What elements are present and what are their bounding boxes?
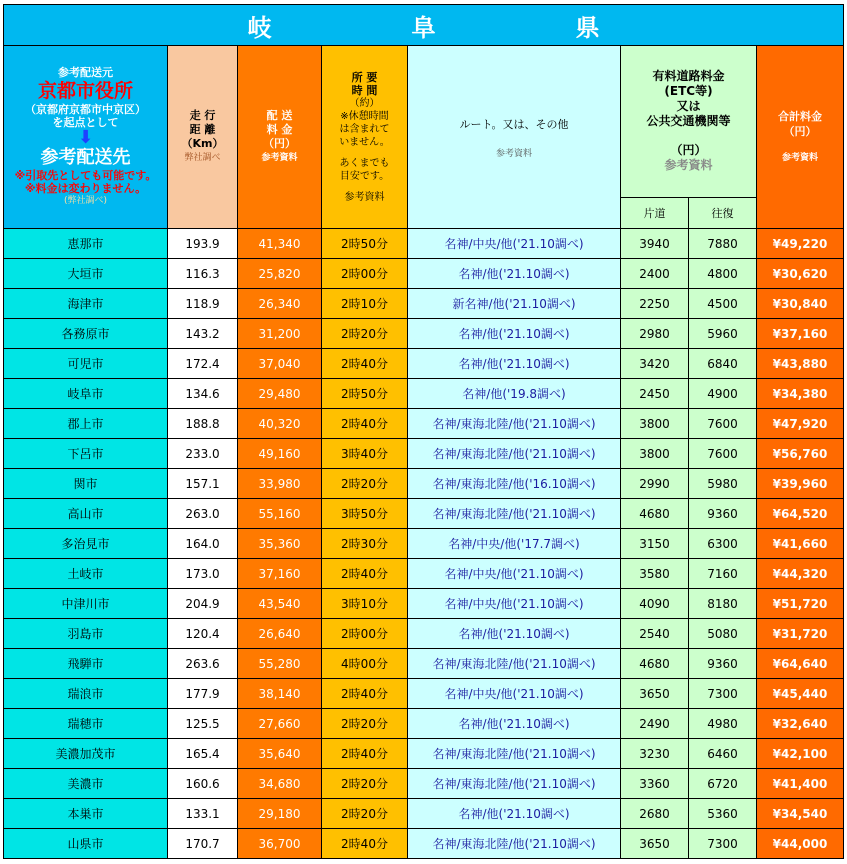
cell-city: 郡上市 [4, 409, 168, 439]
cell-route: 名神/他('21.10調べ) [408, 349, 621, 379]
cell-distance: 204.9 [168, 589, 238, 619]
oneway-header: 片道 [621, 197, 689, 228]
cell-city: 大垣市 [4, 259, 168, 289]
cell-total: ¥64,640 [757, 649, 844, 679]
origin-source: (弊社調べ) [63, 196, 108, 206]
cell-city: 土岐市 [4, 559, 168, 589]
cell-total: ¥30,840 [757, 289, 844, 319]
cell-oneway: 3800 [621, 409, 689, 439]
cell-fee: 26,640 [238, 619, 322, 649]
table-row [4, 769, 844, 799]
cell-distance: 233.0 [168, 439, 238, 469]
table-row [4, 319, 844, 349]
cell-time: 2時50分 [322, 229, 408, 259]
cell-distance: 170.7 [168, 829, 238, 859]
cell-route: 名神/東海北陸/他('21.10調べ) [408, 409, 621, 439]
origin-label: 参考配送元 [58, 66, 113, 79]
cell-total: ¥44,000 [757, 829, 844, 859]
toll-header [621, 46, 757, 198]
cell-route: 名神/他('21.10調べ) [408, 709, 621, 739]
cell-distance: 116.3 [168, 259, 238, 289]
cell-route: 名神/中央/他('17.7調べ) [408, 529, 621, 559]
cell-round: 5980 [689, 469, 757, 499]
cell-city: 飛騨市 [4, 649, 168, 679]
cell-distance: 177.9 [168, 679, 238, 709]
cell-city: 岐阜市 [4, 379, 168, 409]
cell-oneway: 2990 [621, 469, 689, 499]
cell-city: 山県市 [4, 829, 168, 859]
cell-oneway: 4680 [621, 499, 689, 529]
total-header-line: 合計料金 [778, 109, 822, 123]
cell-fee: 35,640 [238, 739, 322, 769]
note-price: ※料金は変わりません。 [24, 182, 147, 195]
table-row [4, 289, 844, 319]
cell-route: 名神/中央/他('21.10調べ) [408, 559, 621, 589]
cell-time: 3時10分 [322, 589, 408, 619]
cell-distance: 133.1 [168, 799, 238, 829]
cell-round: 6720 [689, 769, 757, 799]
cell-route: 名神/東海北陸/他('21.10調べ) [408, 829, 621, 859]
cell-total: ¥30,620 [757, 259, 844, 289]
cell-oneway: 3420 [621, 349, 689, 379]
cell-total: ¥64,520 [757, 499, 844, 529]
table-row [4, 559, 844, 589]
cell-route: 名神/中央/他('21.10調べ) [408, 679, 621, 709]
cell-time: 2時40分 [322, 829, 408, 859]
distance-header-line: （Km） [181, 137, 224, 150]
table-row [4, 499, 844, 529]
cell-fee: 27,660 [238, 709, 322, 739]
cell-oneway: 2540 [621, 619, 689, 649]
cell-round: 7160 [689, 559, 757, 589]
origin-city: 京都市役所 [37, 80, 133, 102]
cell-fee: 31,200 [238, 319, 322, 349]
cell-time: 2時40分 [322, 679, 408, 709]
cell-round: 4900 [689, 379, 757, 409]
toll-header-yen: （円） [670, 143, 707, 158]
cell-route: 新名神/他('21.10調べ) [408, 289, 621, 319]
cell-time: 2時50分 [322, 379, 408, 409]
cell-fee: 37,160 [238, 559, 322, 589]
cell-distance: 143.2 [168, 319, 238, 349]
cell-fee: 49,160 [238, 439, 322, 469]
cell-route: 名神/他('21.10調べ) [408, 319, 621, 349]
cell-oneway: 2400 [621, 259, 689, 289]
cell-route: 名神/東海北陸/他('21.10調べ) [408, 649, 621, 679]
title-char: 県 [575, 13, 600, 42]
cell-time: 2時00分 [322, 259, 408, 289]
cell-round: 7600 [689, 439, 757, 469]
title-char: 岐 [247, 13, 272, 42]
cell-distance: 263.0 [168, 499, 238, 529]
distance-header [168, 46, 238, 229]
cell-distance: 263.6 [168, 649, 238, 679]
time-header-line: （約） [349, 97, 380, 109]
time-note: は含まれて [339, 123, 390, 135]
cell-time: 2時20分 [322, 709, 408, 739]
cell-time: 2時10分 [322, 289, 408, 319]
cell-total: ¥39,960 [757, 469, 844, 499]
title-char: 阜 [411, 13, 436, 42]
table-row [4, 679, 844, 709]
cell-fee: 29,180 [238, 799, 322, 829]
cell-fee: 41,340 [238, 229, 322, 259]
fee-header-line: （円） [263, 137, 296, 150]
table-row [4, 229, 844, 259]
cell-oneway: 3230 [621, 739, 689, 769]
table-row [4, 709, 844, 739]
cell-round: 6300 [689, 529, 757, 559]
cell-time: 2時20分 [322, 769, 408, 799]
cell-fee: 43,540 [238, 589, 322, 619]
total-header-line: （円） [783, 124, 817, 138]
cell-oneway: 2450 [621, 379, 689, 409]
cell-round: 7880 [689, 229, 757, 259]
distance-header-line: 距 離 [189, 123, 216, 136]
table-row [4, 379, 844, 409]
fee-header [238, 46, 322, 229]
table-row [4, 589, 844, 619]
fee-header-sub: 参考資料 [261, 153, 298, 163]
cell-round: 4500 [689, 289, 757, 319]
distance-header-line: 走 行 [189, 109, 216, 122]
cell-time: 2時40分 [322, 349, 408, 379]
time-header-line: 所 要 [351, 70, 378, 84]
toll-header-line: 又は [676, 99, 701, 114]
cell-oneway: 2680 [621, 799, 689, 829]
cell-time: 2時40分 [322, 409, 408, 439]
cell-total: ¥37,160 [757, 319, 844, 349]
cell-oneway: 3650 [621, 679, 689, 709]
time-header-line: 時 間 [351, 83, 378, 97]
origin-header [4, 46, 168, 229]
cell-city: 瑞浪市 [4, 679, 168, 709]
round-header: 往復 [689, 197, 757, 228]
cell-city: 関市 [4, 469, 168, 499]
route-header-label: ルート。又は、その他 [459, 117, 569, 131]
total-header [757, 46, 844, 229]
cell-distance: 172.4 [168, 349, 238, 379]
cell-route: 名神/中央/他('21.10調べ) [408, 589, 621, 619]
table-row [4, 829, 844, 859]
cell-total: ¥44,320 [757, 559, 844, 589]
cell-fee: 55,160 [238, 499, 322, 529]
cell-fee: 40,320 [238, 409, 322, 439]
cell-fee: 33,980 [238, 469, 322, 499]
cell-route: 名神/他('21.10調べ) [408, 799, 621, 829]
cell-round: 8180 [689, 589, 757, 619]
cell-oneway: 3580 [621, 559, 689, 589]
cell-oneway: 3940 [621, 229, 689, 259]
cell-distance: 134.6 [168, 379, 238, 409]
table-row [4, 349, 844, 379]
cell-round: 7600 [689, 409, 757, 439]
note-pickup: ※引取先としても可能です。 [14, 169, 157, 182]
cell-route: 名神/他('21.10調べ) [408, 259, 621, 289]
route-header-sub: 参考資料 [495, 148, 532, 159]
toll-header-sub: 参考資料 [664, 158, 713, 173]
cell-time: 2時00分 [322, 619, 408, 649]
time-header-sub: 参考資料 [344, 191, 385, 203]
toll-header-line: 有料道路料金 [652, 69, 725, 84]
time-note: いません。 [339, 136, 390, 148]
total-header-sub: 参考資料 [781, 152, 818, 163]
cell-round: 4980 [689, 709, 757, 739]
cell-round: 7300 [689, 829, 757, 859]
cell-time: 3時50分 [322, 499, 408, 529]
cell-city: 中津川市 [4, 589, 168, 619]
time-header [322, 46, 408, 229]
table-row [4, 799, 844, 829]
cell-city: 羽島市 [4, 619, 168, 649]
cell-time: 2時40分 [322, 739, 408, 769]
cell-oneway: 3150 [621, 529, 689, 559]
cell-distance: 160.6 [168, 769, 238, 799]
cell-round: 5080 [689, 619, 757, 649]
cell-route: 名神/中央/他('21.10調べ) [408, 229, 621, 259]
cell-time: 3時40分 [322, 439, 408, 469]
cell-fee: 26,340 [238, 289, 322, 319]
cell-oneway: 4090 [621, 589, 689, 619]
cell-oneway: 3650 [621, 829, 689, 859]
cell-oneway: 2980 [621, 319, 689, 349]
fee-header-line: 料 金 [266, 123, 293, 136]
cell-fee: 36,700 [238, 829, 322, 859]
cell-fee: 25,820 [238, 259, 322, 289]
cell-distance: 165.4 [168, 739, 238, 769]
cell-fee: 34,680 [238, 769, 322, 799]
cell-time: 2時20分 [322, 469, 408, 499]
cell-city: 多治見市 [4, 529, 168, 559]
cell-route: 名神/他('19.8調べ) [408, 379, 621, 409]
cell-oneway: 3800 [621, 439, 689, 469]
table-row [4, 409, 844, 439]
origin-start: を起点として [52, 116, 119, 129]
cell-fee: 38,140 [238, 679, 322, 709]
cell-round: 5360 [689, 799, 757, 829]
cell-total: ¥49,220 [757, 229, 844, 259]
cell-total: ¥31,720 [757, 619, 844, 649]
cell-distance: 157.1 [168, 469, 238, 499]
cell-city: 美濃加茂市 [4, 739, 168, 769]
cell-time: 2時20分 [322, 319, 408, 349]
cell-total: ¥32,640 [757, 709, 844, 739]
cell-total: ¥34,540 [757, 799, 844, 829]
arrow-down-icon: ⬇ [77, 127, 94, 148]
cell-route: 名神/東海北陸/他('21.10調べ) [408, 499, 621, 529]
cell-oneway: 4680 [621, 649, 689, 679]
time-note: ※休憩時間 [340, 110, 389, 122]
cell-fee: 35,360 [238, 529, 322, 559]
cell-total: ¥56,760 [757, 439, 844, 469]
cell-distance: 125.5 [168, 709, 238, 739]
cell-oneway: 3360 [621, 769, 689, 799]
time-note: 目安です。 [339, 170, 390, 182]
cell-route: 名神/東海北陸/他('21.10調べ) [408, 439, 621, 469]
route-header [408, 46, 621, 229]
cell-round: 6460 [689, 739, 757, 769]
cell-round: 6840 [689, 349, 757, 379]
cell-city: 瑞穂市 [4, 709, 168, 739]
cell-city: 本巣市 [4, 799, 168, 829]
destination-label: 参考配送先 [40, 147, 131, 168]
cell-total: ¥34,380 [757, 379, 844, 409]
cell-round: 4800 [689, 259, 757, 289]
cell-total: ¥51,720 [757, 589, 844, 619]
cell-fee: 37,040 [238, 349, 322, 379]
cell-oneway: 2250 [621, 289, 689, 319]
cell-total: ¥41,660 [757, 529, 844, 559]
cell-city: 下呂市 [4, 439, 168, 469]
cell-city: 美濃市 [4, 769, 168, 799]
cell-total: ¥43,880 [757, 349, 844, 379]
toll-header-line: (ETC等) [664, 84, 713, 99]
table-row [4, 439, 844, 469]
table-row [4, 469, 844, 499]
cell-total: ¥47,920 [757, 409, 844, 439]
cell-time: 2時20分 [322, 799, 408, 829]
cell-distance: 120.4 [168, 619, 238, 649]
cell-total: ¥45,440 [757, 679, 844, 709]
cell-distance: 118.9 [168, 289, 238, 319]
toll-header-line: 公共交通機関等 [646, 114, 731, 129]
cell-oneway: 2490 [621, 709, 689, 739]
cell-route: 名神/東海北陸/他('16.10調べ) [408, 469, 621, 499]
cell-time: 2時30分 [322, 529, 408, 559]
cell-city: 高山市 [4, 499, 168, 529]
table-row [4, 619, 844, 649]
table-row [4, 259, 844, 289]
cell-round: 5960 [689, 319, 757, 349]
cell-route: 名神/東海北陸/他('21.10調べ) [408, 769, 621, 799]
fee-header-line: 配 送 [266, 109, 293, 122]
time-note: あくまでも [339, 157, 390, 169]
cell-city: 海津市 [4, 289, 168, 319]
distance-header-sub: 弊社調べ [184, 153, 221, 163]
cell-fee: 55,280 [238, 649, 322, 679]
cell-distance: 173.0 [168, 559, 238, 589]
table-row [4, 529, 844, 559]
origin-detail: （京都府京都市中京区） [25, 103, 146, 116]
cell-fee: 29,480 [238, 379, 322, 409]
price-table [3, 4, 844, 859]
cell-time: 4時00分 [322, 649, 408, 679]
cell-route: 名神/東海北陸/他('21.10調べ) [408, 739, 621, 769]
cell-city: 可児市 [4, 349, 168, 379]
table-row [4, 739, 844, 769]
cell-distance: 164.0 [168, 529, 238, 559]
cell-total: ¥41,400 [757, 769, 844, 799]
cell-city: 恵那市 [4, 229, 168, 259]
cell-round: 9360 [689, 649, 757, 679]
cell-distance: 193.9 [168, 229, 238, 259]
page-title [4, 5, 844, 46]
cell-time: 2時40分 [322, 559, 408, 589]
cell-route: 名神/他('21.10調べ) [408, 619, 621, 649]
cell-round: 9360 [689, 499, 757, 529]
cell-round: 7300 [689, 679, 757, 709]
cell-total: ¥42,100 [757, 739, 844, 769]
cell-city: 各務原市 [4, 319, 168, 349]
cell-distance: 188.8 [168, 409, 238, 439]
table-row [4, 649, 844, 679]
